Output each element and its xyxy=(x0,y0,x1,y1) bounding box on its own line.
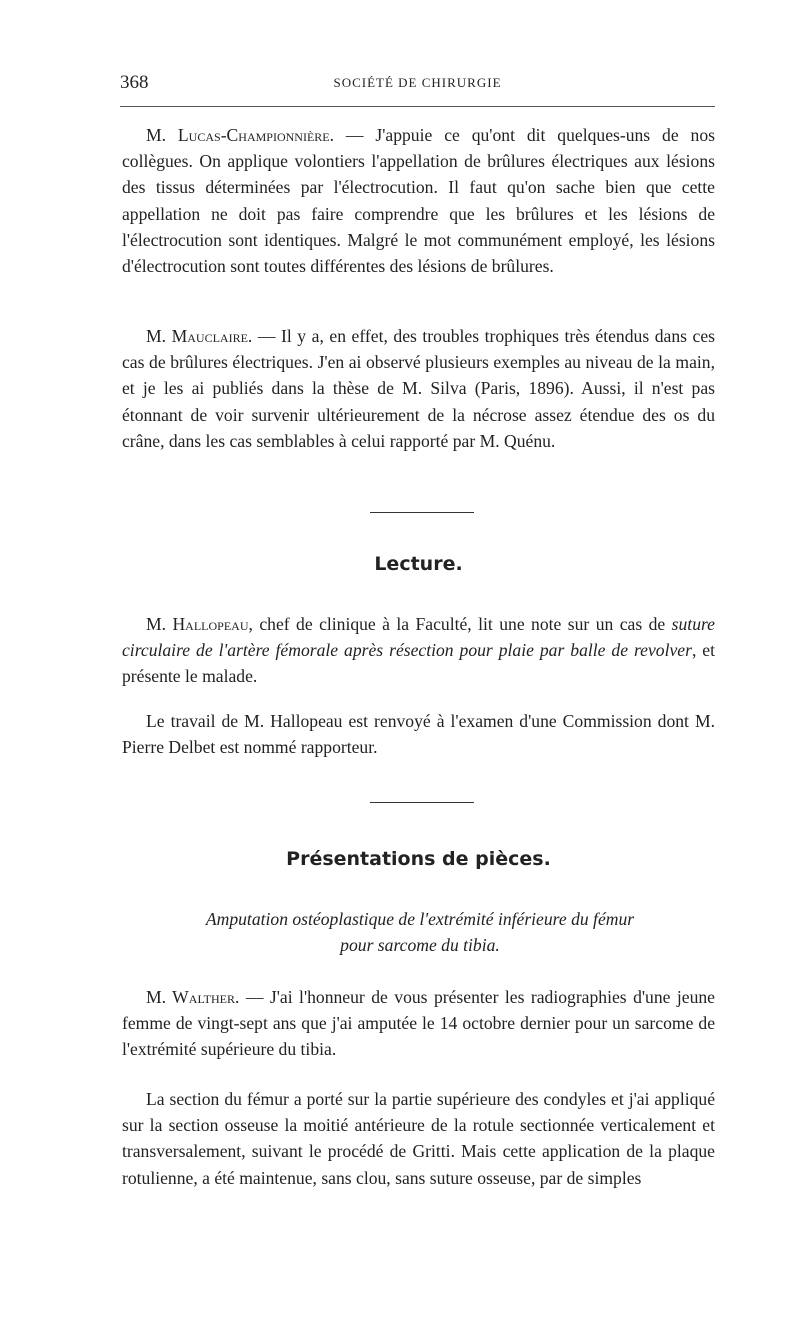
section-title-presentations: Présentations de pièces. xyxy=(286,848,551,870)
paragraph-walther xyxy=(122,984,715,1063)
paragraph-text: — J'appuie ce qu'ont dit quelques-uns de nos collègues. On applique volontiers l'appellation de brûlures électriques aux lésions des tissus déterminées par l'électrocution. Il faut qu'on sache bien que cette appellation ne doit pas faire comprendre que les brûlures et les lésions de l'électrocution sont identiques. Malgré le mot communément employé, les lésions d'électrocution sont toutes différentes des lésions de brûlures. xyxy=(122,125,715,277)
paragraph-text: — Il y a, en effet, des troubles trophiques très étendus dans ces cas de brûlures électriques. J'en ai observé plusieurs exemples au niveau de la main, et je les ai publiés dans la thèse de M. Silva (Paris, 1896). Aussi, il n'est pas étonnant de voir survenir ultérieurement de la nécrose assez étendue des os du crâne, dans les cas semblables à celui rapporté par M. Quénu. xyxy=(122,326,715,451)
subtitle-line: Amputation ostéoplastique de l'extrémité inférieure du fémur xyxy=(205,909,635,929)
case-subtitle xyxy=(140,906,700,958)
page-number: 368 xyxy=(120,72,149,93)
running-head: SOCIÉTÉ DE CHIRURGIE xyxy=(333,75,502,90)
section-title-lecture: Lecture. xyxy=(374,553,463,575)
paragraph-text: , et présente le malade. xyxy=(122,640,715,687)
speaker-name: M. Mauclaire. xyxy=(146,326,253,346)
paragraph-text: — J'ai l'honneur de vous présenter les radiographies d'une jeune femme de vingt-sept ans que j'ai amputée le 14 octobre dernier pour un sarcome de l'extrémité supérieure du tibia. xyxy=(122,987,715,1060)
paragraph-lucas-championniere xyxy=(122,122,715,279)
paragraph-commission: Le travail de M. Hallopeau est renvoyé à l'examen d'une Commission dont M. Pierre Delbet est nommé rapporteur. xyxy=(122,711,715,758)
speaker-name: M. Hallopeau, xyxy=(146,614,253,634)
header-rule xyxy=(120,106,715,107)
italic-title: suture circulaire de l'artère fémorale après résection pour plaie par balle de revolver xyxy=(122,614,715,661)
section-divider xyxy=(370,802,474,803)
paragraph-gritti: La section du fémur a porté sur la partie supérieure des condyles et j'ai appliqué sur la section osseuse la moitié antérieure de la rotule sectionnée verticalement et transversalement, suivant le procédé de Gritti. Mais cette application de la plaque rotulienne, a été maintenue, sans clou, sans suture osseuse, par de simples xyxy=(122,1089,715,1188)
speaker-name: M. Lucas-Championnière. xyxy=(146,125,335,145)
subtitle-line: pour sarcome du tibia. xyxy=(340,935,500,955)
paragraph-hallopeau xyxy=(122,611,715,690)
page-header xyxy=(120,72,715,96)
speaker-name: M. Walther. xyxy=(146,987,240,1007)
paragraph-mauclaire xyxy=(122,323,715,454)
section-divider xyxy=(370,512,474,513)
paragraph-text: chef de clinique à la Faculté, lit une note sur un cas de xyxy=(252,614,672,634)
